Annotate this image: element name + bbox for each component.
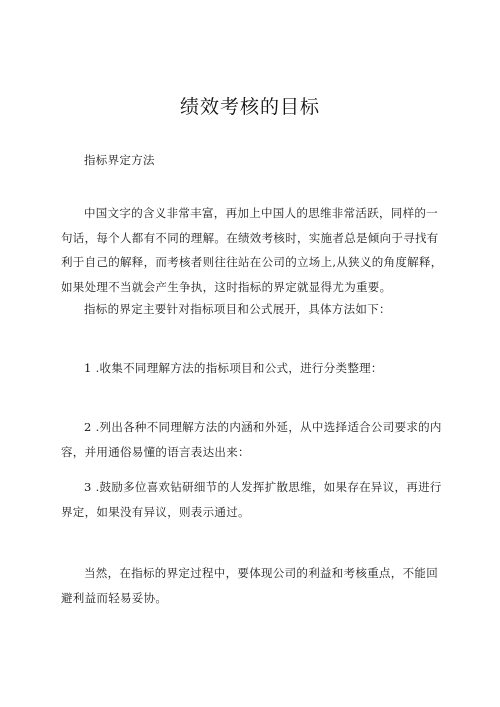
section-heading: 指标界定方法 [84, 153, 155, 167]
paragraph-1: 中国文字的含义非常丰富，再加上中国人的思维非常活跃，同样的一句话，每个人都有不同的理解。在绩效考核时，实施者总是倾向于寻找有利于自己的解释，而考核者则往往站在公司的立场上,从狭义的角度解释，如果处理不当就会产生争执，这时指标的界定就显得尤为重要。 [61, 206, 443, 294]
list-item-2: 2 .列出各种不同理解方法的内涵和外延，从中选择适合公司要求的内容，并用通俗易懂的语言表达出来： [61, 420, 442, 459]
paragraph-2: 指标的界定主要针对指标项目和公式展开，具体方法如下： [84, 302, 391, 316]
list-item-3: 3 .鼓励多位喜欢钻研细节的人发挥扩散思维，如果存在异议，再进行界定，如果没有异议，则表示通过。 [61, 480, 442, 519]
document-title: 绩效考核的目标 [179, 96, 320, 118]
paragraph-3: 当然，在指标的界定过程中，要体现公司的利益和考核重点，不能回避利益而轻易妥协。 [61, 566, 438, 605]
list-item-1: 1 .收集不同理解方法的指标项目和公式，进行分类整理： [84, 361, 383, 375]
